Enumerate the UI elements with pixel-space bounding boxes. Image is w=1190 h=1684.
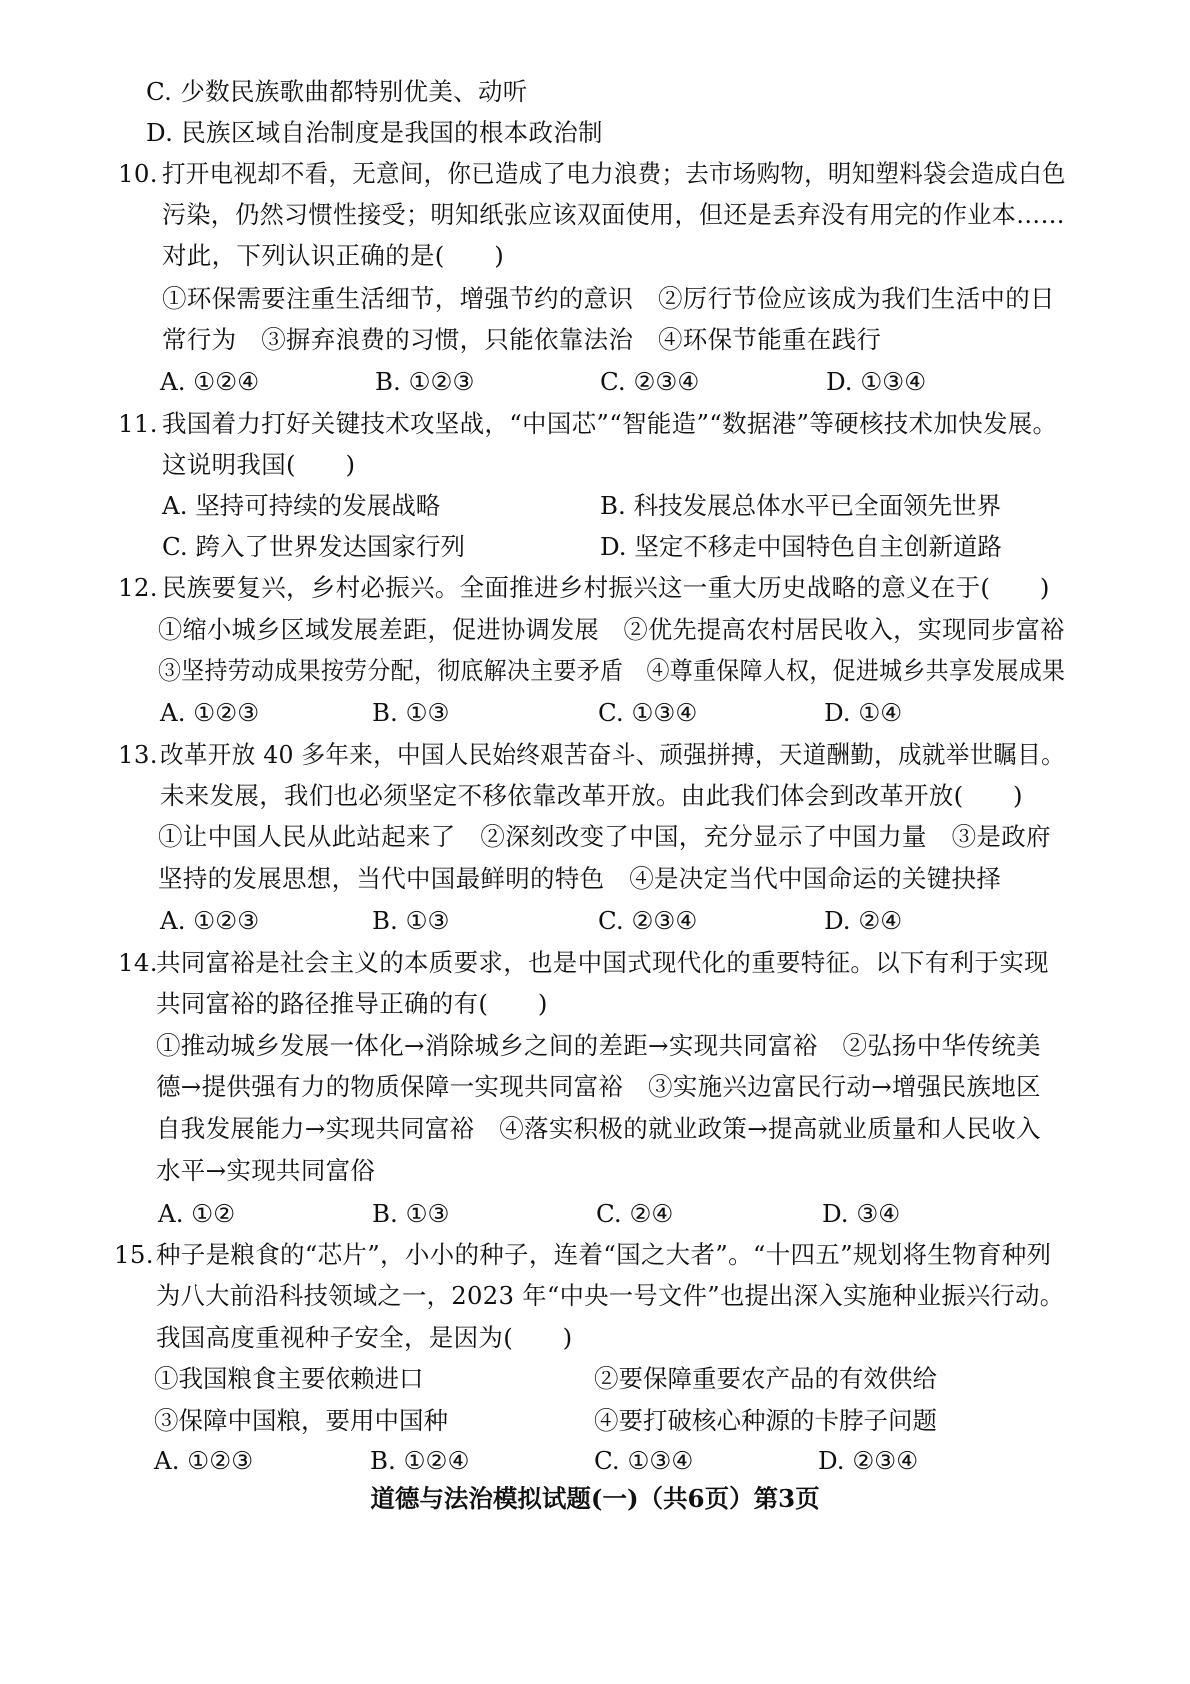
q13-option-b: B. ①③: [372, 906, 450, 935]
q14-stem-line: 共同富裕是社会主义的本质要求，也是中国式现代化的重要特征。以下有利于实现: [156, 948, 1049, 977]
q13-item-line: 坚持的发展思想，当代中国最鲜明的特色 ④是决定当代中国命运的关键抉择: [158, 864, 1002, 893]
q13-option-a: A. ①②③: [160, 906, 260, 935]
q15-stem-line: 我国高度重视种子安全，是因为( ): [156, 1323, 573, 1352]
q10-option-b: B. ①②③: [375, 367, 475, 396]
page-footer: 道德与法治模拟试题(一)（共6页）第3页: [370, 1484, 820, 1513]
q9-option-d: D. 民族区域自治制度是我国的根本政治制: [146, 118, 603, 147]
q12-option-d: D. ①④: [824, 698, 903, 727]
q11-option-a: A. 坚持可持续的发展战略: [162, 491, 441, 520]
q11-option-c: C. 跨入了世界发达国家行列: [162, 532, 465, 561]
q15-stem-line: 种子是粮食的“芯片”，小小的种子，连着“国之大者”。“十四五”规划将生物育种列: [156, 1240, 1052, 1269]
q14-item-line: 自我发展能力→实现共同富裕 ④落实积极的就业政策→提高就业质量和人民收入: [156, 1114, 1041, 1143]
q13-option-c: C. ②③④: [598, 906, 698, 935]
q14-option-d: D. ③④: [822, 1199, 901, 1228]
q15-option-b: B. ①②④: [370, 1446, 470, 1475]
q14-item-line: 水平→实现共同富俗: [156, 1156, 376, 1185]
q13-number: 13.: [118, 740, 158, 769]
q10-item-line: 常行为 ③摒弃浪费的习惯，只能依靠法治 ④环保节能重在践行: [162, 325, 882, 354]
q12-number: 12.: [118, 573, 158, 602]
q12-option-b: B. ①③: [372, 698, 450, 727]
q10-stem-line: 污染，仍然习惯性接受；明知纸张应该双面使用，但还是丢弃没有用完的作业本……: [162, 200, 1065, 229]
q11-option-b: B. 科技发展总体水平已全面领先世界: [600, 491, 1002, 520]
q10-stem-line: 打开电视却不看，无意间，你已造成了电力浪费；去市场购物，明知塑料袋会造成白色: [162, 159, 1066, 188]
q14-option-b: B. ①③: [372, 1199, 450, 1228]
q15-option-d: D. ②③④: [818, 1446, 919, 1475]
q15-item-2: ②要保障重要农产品的有效供给: [594, 1364, 937, 1393]
q10-number: 10.: [118, 159, 158, 188]
q14-option-c: C. ②④: [596, 1199, 674, 1228]
q10-item-line: ①环保需要注重生活细节，增强节约的意识 ②厉行节俭应该成为我们生活中的日: [162, 284, 1055, 313]
q14-option-a: A. ①②: [158, 1199, 236, 1228]
q11-stem-line: 我国着力打好关键技术攻坚战，“中国芯”“智能造”“数据港”等硬核技术加快发展。: [162, 409, 1058, 438]
q15-item-1: ①我国粮食主要依赖进口: [154, 1364, 424, 1393]
q14-item-line: 德→提供强有力的物质保障一实现共同富裕 ③实施兴边富民行动→增强民族地区: [156, 1072, 1041, 1101]
q14-number: 14.: [118, 948, 158, 977]
q11-option-d: D. 坚定不移走中国特色自主创新道路: [600, 532, 1002, 561]
q13-item-line: ①让中国人民从此站起来了 ②深刻改变了中国，充分显示了中国力量 ③是政府: [158, 822, 1051, 851]
q11-stem-line: 这说明我国( ): [162, 450, 356, 479]
q15-option-a: A. ①②③: [154, 1446, 254, 1475]
q10-option-d: D. ①③④: [826, 367, 927, 396]
q12-item-line: ①缩小城乡区域发展差距，促进协调发展 ②优先提高农村居民收入，实现同步富裕: [158, 615, 1065, 644]
q12-stem-line: 民族要复兴，乡村必振兴。全面推进乡村振兴这一重大历史战略的意义在于( ): [162, 573, 1050, 602]
q10-option-c: C. ②③④: [600, 367, 700, 396]
q15-number: 15.: [114, 1240, 154, 1269]
q14-item-line: ①推动城乡发展一体化→消除城乡之间的差距→实现共同富裕 ②弘扬中华传统美: [156, 1031, 1041, 1060]
q10-stem-line: 对此，下列认识正确的是( ): [162, 241, 505, 270]
q12-option-a: A. ①②③: [160, 698, 260, 727]
q10-option-a: A. ①②④: [160, 367, 260, 396]
q15-stem-line: 为八大前沿科技领域之一，2023 年“中央一号文件”也提出深入实施种业振兴行动。: [156, 1281, 1065, 1310]
q11-number: 11.: [118, 409, 158, 438]
q15-item-4: ④要打破核心种源的卡脖子问题: [594, 1406, 937, 1435]
q12-item-line: ③坚持劳动成果按劳分配，彻底解决主要矛盾 ④尊重保障人权，促进城乡共享发展成果: [158, 656, 1066, 685]
q13-stem-line: 未来发展，我们也必须坚定不移依靠改革开放。由此我们体会到改革开放( ): [160, 781, 1023, 810]
q13-option-d: D. ②④: [824, 906, 903, 935]
q13-stem-line: 改革开放 40 多年来，中国人民始终艰苦奋斗、顽强拼搏，天道酬勤，成就举世瞩目。: [160, 740, 1066, 769]
q14-stem-line: 共同富裕的路径推导正确的有( ): [156, 989, 548, 1018]
q12-option-c: C. ①③④: [598, 698, 698, 727]
q9-option-c: C. 少数民族歌曲都特别优美、动听: [146, 77, 528, 106]
q15-option-c: C. ①③④: [594, 1446, 694, 1475]
q15-item-3: ③保障中国粮，要用中国种: [154, 1406, 448, 1435]
